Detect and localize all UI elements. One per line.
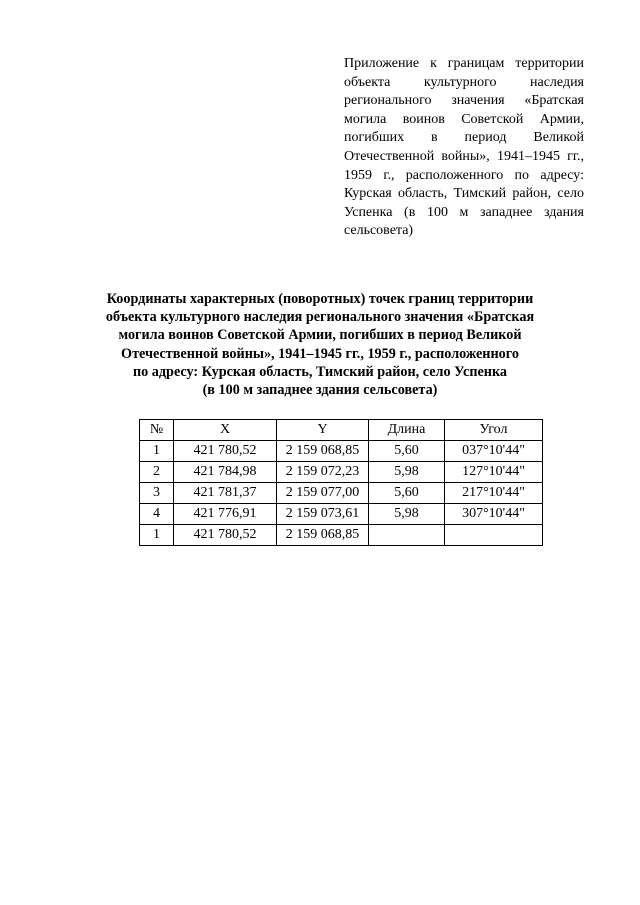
table-row [140,525,543,546]
title-line: Координаты характерных (поворотных) точек границ территории [106,291,534,307]
cell-angle: 217°10'44" [445,483,543,504]
table-row [140,483,543,504]
cell-length: 5,60 [369,483,445,504]
cell-x: 421 781,37 [174,483,277,504]
cell-y: 2 159 077,00 [277,483,369,504]
cell-x: 421 780,52 [174,525,277,546]
cell-y: 2 159 068,85 [277,525,369,546]
appendix-note [344,55,584,241]
cell-length [369,525,445,546]
cell-x: 421 776,91 [174,504,277,525]
table-row [140,441,543,462]
title-line: по адресу: Курская область, Тимский район, село Успенка [132,363,508,380]
cell-length: 5,98 [369,504,445,525]
cell-number: 3 [140,483,174,504]
table-header-row [140,420,543,441]
cell-length: 5,60 [369,441,445,462]
cell-y: 2 159 072,23 [277,462,369,483]
cell-x: 421 780,52 [174,441,277,462]
cell-number: 1 [140,525,174,546]
header-angle: Угол [445,420,543,441]
header-y: Y [277,420,369,441]
cell-length: 5,98 [369,462,445,483]
cell-y: 2 159 068,85 [277,441,369,462]
table-row [140,462,543,483]
cell-angle [445,525,543,546]
title-line: могила воинов Советской Армии, погибших в период Великой [118,327,522,344]
cell-angle: 037°10'44" [445,441,543,462]
cell-x: 421 784,98 [174,462,277,483]
header-number: № [140,420,174,441]
header-length: Длина [369,420,445,441]
cell-number: 1 [140,441,174,462]
cell-angle: 307°10'44" [445,504,543,525]
appendix-text: Приложение к границам территории объекта культурного наследия регионального значения «Братская могила воинов Советской Армии, погибших в период Великой Отечественной войны», 1941–1945 гг., 1959 г., расположенного по адресу: Курская область, Тимский район, село Успенка (в 100 м западнее здания сельсовета) [344,56,584,239]
header-x: X [174,420,277,441]
cell-number: 4 [140,504,174,525]
cell-angle: 127°10'44" [445,462,543,483]
document-title [70,290,570,399]
cell-number: 2 [140,462,174,483]
coordinates-table [139,419,543,546]
table-row [140,504,543,525]
cell-y: 2 159 073,61 [277,504,369,525]
title-line: объекта культурного наследия регионального значения «Братская [105,309,535,326]
title-line: (в 100 м западнее здания сельсовета) [202,382,438,399]
title-line: Отечественной войны», 1941–1945 гг., 1959 г., расположенного [121,345,519,362]
